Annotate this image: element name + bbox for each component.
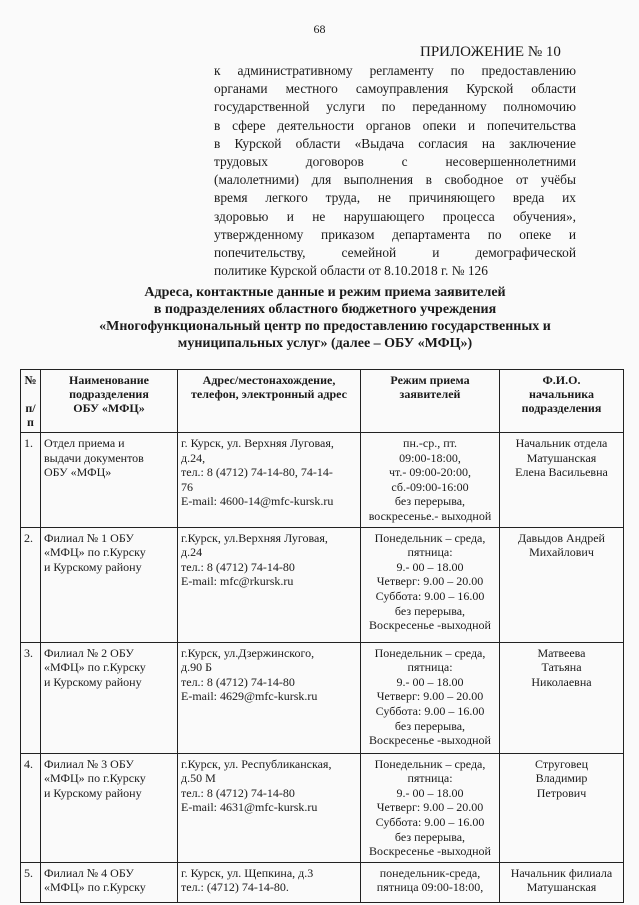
office-name-line: и Курскому району xyxy=(44,785,142,800)
office-head-line: Матвеева xyxy=(537,645,586,660)
office-head-line: Елена Васильевна xyxy=(515,465,608,480)
office-schedule-line: Воскресенье -выходной xyxy=(369,618,491,633)
office-name xyxy=(41,527,178,642)
row-number: 5. xyxy=(21,862,41,902)
heading-line: «Многофункциональный центр по предоставлению государственных и xyxy=(99,319,551,334)
office-address-line: д.50 М xyxy=(181,771,216,786)
office-schedule xyxy=(361,433,500,528)
office-schedule-line: пятница: xyxy=(407,660,453,675)
header-number xyxy=(21,370,41,433)
appendix-line: трудовых договоров с несовершеннолетними xyxy=(214,154,576,170)
office-schedule-line: без перерыва, xyxy=(394,494,466,509)
office-name-line: и Курскому району xyxy=(44,559,142,574)
header-line: № xyxy=(24,373,37,387)
office-schedule-line: 09:00-18:00, xyxy=(399,450,461,465)
office-schedule-line: Понедельник – среда, xyxy=(374,645,486,660)
header-head xyxy=(500,370,624,433)
office-head-line: Татьяна xyxy=(541,660,582,675)
office-schedule-line: Четверг: 9.00 – 20.00 xyxy=(376,574,484,589)
office-address xyxy=(178,753,361,862)
appendix-line: государственной услуги по переданному полномочию xyxy=(214,99,576,115)
office-address-line: г.Курск, ул.Верхняя Луговая, xyxy=(181,530,328,545)
office-schedule-line: Понедельник – среда, xyxy=(374,756,486,771)
office-address-line: д.90 Б xyxy=(181,660,212,675)
office-name-line: Филиал № 3 ОБУ xyxy=(44,756,134,771)
office-head xyxy=(500,753,624,862)
office-name-line: «МФЦ» по г.Курску xyxy=(44,771,146,786)
office-name xyxy=(41,642,178,753)
office-address-line: E-mail: 4631@mfc-kursk.ru xyxy=(181,800,318,815)
office-schedule-line: 9.- 00 – 18.00 xyxy=(396,559,464,574)
office-address-line: г.Курск, ул. Республиканская, xyxy=(181,756,332,771)
office-schedule-line: Понедельник – среда, xyxy=(374,530,486,545)
office-head xyxy=(500,433,624,528)
table-header-row xyxy=(21,370,624,433)
office-head xyxy=(500,642,624,753)
office-name-line: выдачи документов xyxy=(44,450,144,465)
office-schedule-line: воскресенье.- выходной xyxy=(368,508,492,523)
office-name-line: Филиал № 4 ОБУ xyxy=(44,865,134,880)
table-row xyxy=(21,862,624,902)
office-address-line: E-mail: 4629@mfc-kursk.ru xyxy=(181,689,318,704)
heading-line: Адреса, контактные данные и режим приема заявителей xyxy=(144,285,506,300)
appendix-text xyxy=(214,62,576,280)
office-schedule-line: пн.-ср., пт. xyxy=(403,436,457,450)
office-head-line: Давыдов Андрей xyxy=(518,530,605,545)
table-row xyxy=(21,642,624,753)
row-number: 3. xyxy=(21,642,41,753)
appendix-line: органами местного самоуправления Курской области xyxy=(214,81,576,97)
office-address-line: E-mail: 4600-14@mfc-kursk.ru xyxy=(181,494,334,509)
office-schedule xyxy=(361,527,500,642)
office-address xyxy=(178,642,361,753)
office-name-line: Отдел приема и xyxy=(44,436,125,450)
header-line: начальника xyxy=(529,387,594,401)
office-address-line: г.Курск, ул.Дзержинского, xyxy=(181,645,315,660)
header-line: ОБУ «МФЦ» xyxy=(73,401,145,415)
office-schedule-line: сб.-09:00-16:00 xyxy=(391,479,469,494)
office-name-line: Филиал № 2 ОБУ xyxy=(44,645,134,660)
heading-line: муниципальных услуг» (далее – ОБУ «МФЦ») xyxy=(177,336,473,351)
office-schedule-line: 9.- 00 – 18.00 xyxy=(396,785,464,800)
office-address-line: тел.: (4712) 74-14-80. xyxy=(181,880,289,895)
office-address-line: тел.: 8 (4712) 74-14-80 xyxy=(181,674,295,689)
office-address-line: тел.: 8 (4712) 74-14-80, 74-14- xyxy=(181,465,333,480)
row-number: 1. xyxy=(21,433,41,528)
office-address xyxy=(178,433,361,528)
table-row xyxy=(21,753,624,862)
office-head-line: Начальник филиала xyxy=(510,865,613,880)
office-schedule-line: 9.- 00 – 18.00 xyxy=(396,674,464,689)
office-address-line: г. Курск, ул. Верхняя Луговая, xyxy=(181,436,334,450)
office-schedule-line: без перерыва, xyxy=(394,603,466,618)
office-name xyxy=(41,753,178,862)
header-line: Режим приема xyxy=(390,373,470,387)
header-line: подразделения xyxy=(69,387,149,401)
appendix-line: к административному регламенту по предоставлению xyxy=(214,63,576,78)
office-address-line: тел.: 8 (4712) 74-14-80 xyxy=(181,785,295,800)
office-name-line: Филиал № 1 ОБУ xyxy=(44,530,134,545)
heading-line: в подразделениях областного бюджетного учреждения xyxy=(153,302,497,317)
office-name-line: ОБУ «МФЦ» xyxy=(44,465,112,480)
office-name-line: «МФЦ» по г.Курску xyxy=(44,545,146,560)
office-address-line: 76 xyxy=(181,479,193,494)
office-address-line: E-mail: mfc@rkursk.ru xyxy=(181,574,294,589)
office-schedule xyxy=(361,862,500,902)
office-head-line: Николаевна xyxy=(531,674,592,689)
header-address xyxy=(178,370,361,433)
office-schedule-line: пятница: xyxy=(407,771,453,786)
office-schedule-line: Четверг: 9.00 – 20.00 xyxy=(376,689,484,704)
office-name xyxy=(41,862,178,902)
office-address-line: д.24 xyxy=(181,545,203,560)
office-address-line: г. Курск, ул. Щепкина, д.3 xyxy=(181,865,314,880)
header-line: телефон, электронный адрес xyxy=(191,387,347,401)
header-schedule xyxy=(361,370,500,433)
office-schedule-line: Суббота: 9.00 – 16.00 xyxy=(375,814,485,829)
office-head-line: Петрович xyxy=(536,785,587,800)
appendix-line: попечительству, семейной и демографической xyxy=(214,245,576,261)
header-line: п/ xyxy=(25,401,36,415)
office-schedule-line: Воскресенье -выходной xyxy=(369,844,491,859)
office-schedule-line: чт.- 09:00-20:00, xyxy=(388,465,472,480)
row-number: 4. xyxy=(21,753,41,862)
office-name-line: «МФЦ» по г.Курску xyxy=(44,880,146,895)
header-line: Наименование xyxy=(69,373,149,387)
office-head-line: Матушанская xyxy=(526,450,597,465)
header-line: п xyxy=(27,415,34,429)
office-name-line: «МФЦ» по г.Курску xyxy=(44,660,146,675)
header-name xyxy=(41,370,178,433)
office-address xyxy=(178,862,361,902)
page-number: 68 xyxy=(313,22,326,36)
appendix-line: (малолетними) для выполнения в свободное от учёбы xyxy=(214,172,576,188)
office-name xyxy=(41,433,178,528)
office-head-line: Матушанская xyxy=(526,880,597,895)
office-schedule xyxy=(361,642,500,753)
header-line: заявителей xyxy=(399,387,461,401)
offices-table xyxy=(20,369,624,903)
office-address xyxy=(178,527,361,642)
office-head-line: Владимир xyxy=(535,771,588,786)
office-head xyxy=(500,862,624,902)
appendix-line: время легкого труда, не причиняющего вреда их xyxy=(214,190,576,206)
office-schedule-line: без перерыва, xyxy=(394,718,466,733)
office-schedule-line: понедельник-среда, xyxy=(379,865,481,880)
office-head-line: Михайлович xyxy=(529,545,594,560)
office-address-line: тел.: 8 (4712) 74-14-80 xyxy=(181,559,295,574)
office-head-line: Струговец xyxy=(534,756,589,771)
appendix-line: утвержденному приказом департамента по опеке и xyxy=(214,226,576,242)
appendix-line: здоровью и не нарушающего процесса обучения», xyxy=(214,208,576,224)
office-schedule xyxy=(361,753,500,862)
office-schedule-line: Суббота: 9.00 – 16.00 xyxy=(375,588,485,603)
office-address-line: д.24, xyxy=(181,450,206,465)
office-schedule-line: без перерыва, xyxy=(394,829,466,844)
table-row xyxy=(21,433,624,528)
office-schedule-line: Воскресенье -выходной xyxy=(369,733,491,748)
header-line: Адрес/местонахождение, xyxy=(202,373,336,387)
appendix-title: ПРИЛОЖЕНИЕ № 10 xyxy=(420,44,561,60)
office-schedule-line: пятница 09:00-18:00, xyxy=(376,880,484,895)
row-number: 2. xyxy=(21,527,41,642)
office-head xyxy=(500,527,624,642)
office-head-line: Начальник отдела xyxy=(515,436,608,450)
appendix-line: в Курской области «Выдача согласия на заключение xyxy=(214,135,576,151)
office-schedule-line: пятница: xyxy=(407,545,453,560)
document-heading xyxy=(60,284,590,352)
appendix-line: в сфере деятельности органов опеки и попечительства xyxy=(214,117,576,133)
header-line xyxy=(24,387,37,401)
office-name-line: и Курскому району xyxy=(44,674,142,689)
header-line: Ф.И.О. xyxy=(542,373,581,387)
table-row xyxy=(21,527,624,642)
header-line: подразделения xyxy=(521,401,602,415)
appendix-line: политике Курской области от 8.10.2018 г. № 126 xyxy=(214,263,488,279)
office-schedule-line: Суббота: 9.00 – 16.00 xyxy=(375,703,485,718)
office-schedule-line: Четверг: 9.00 – 20.00 xyxy=(376,800,484,815)
